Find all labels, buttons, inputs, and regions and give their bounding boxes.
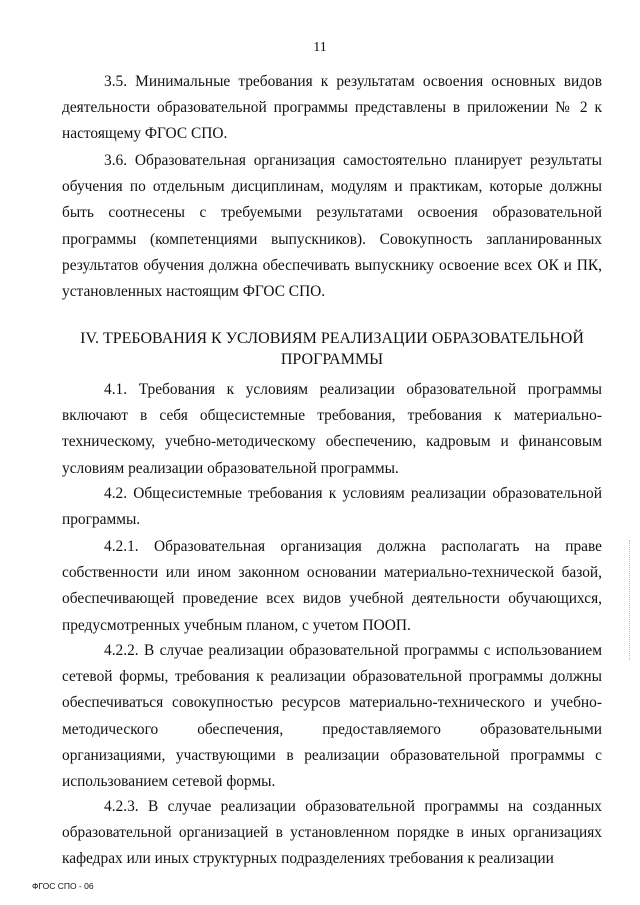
paragraph-4-2: 4.2. Общесистемные требования к условиям реализации образовательной программы. (62, 485, 602, 529)
section-heading-line-2: ПРОГРАММЫ (280, 351, 384, 368)
page-number: 11 (313, 40, 327, 55)
paragraph-3-6: 3.6. Образовательная организация самостоятельно планирует результаты обучения по отдельным дисциплинам, модулям и практикам, которые должны быть соотнесены с требуемыми результатами освоения образовательной программы (компетенциями выпускников). Совокупность запланированных результатов обучения должна обеспечивать выпускнику освоение всех ОК и ПК, установленных настоящим ФГОС СПО. (62, 152, 602, 301)
paragraph-4-2-3: 4.2.3. В случае реализации образовательной программы на созданных образовательной организацией в установленном порядке в иных организациях кафедрах или иных структурных подразделениях требования к реализации (62, 798, 602, 868)
scan-edge-divider (629, 540, 630, 660)
section-heading (62, 328, 602, 370)
section-heading-line-1: IV. ТРЕБОВАНИЯ К УСЛОВИЯМ РЕАЛИЗАЦИИ ОБРАЗОВАТЕЛЬНОЙ (80, 330, 584, 347)
paragraph-4-2-1: 4.2.1. Образовательная организация должна располагать на праве собственности или ином законном основании материально-технической базой, обеспечивающей проведение всех видов учебной деятельности обучающихся, предусмотренных учебным планом, с учетом ПООП. (62, 538, 602, 634)
footer-label: ФГОС СПО - 06 (32, 881, 94, 891)
paragraph-4-2-2: 4.2.2. В случае реализации образовательной программы с использованием сетевой формы, требования к реализации образовательной программы должны обеспечиваться совокупностью ресурсов материально-технического и учебно-методического обеспечения, предоставляемого образовательными организациями, участвующими в реализации образовательной программы с использованием сетевой формы. (62, 642, 602, 791)
paragraph-4-1: 4.1. Требования к условиям реализации образовательной программы включают в себя общесистемные требования, требования к материально-техническому, учебно-методическому обеспечению, кадровым и финансовым условиям реализации образовательной программы. (62, 381, 602, 477)
paragraph-3-5: 3.5. Минимальные требования к результатам освоения основных видов деятельности образовательной программы представлены в приложении № 2 к настоящему ФГОС СПО. (62, 73, 602, 143)
